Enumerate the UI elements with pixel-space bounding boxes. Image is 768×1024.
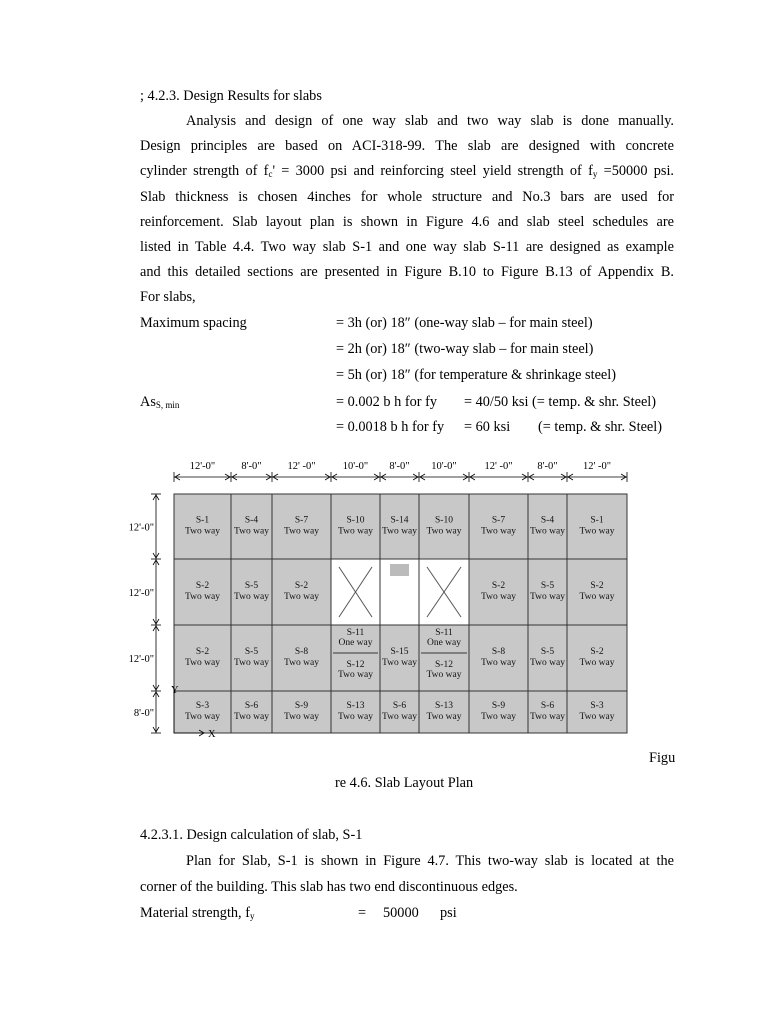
spacing-label: Maximum spacing xyxy=(140,315,247,331)
slab-label: S-11 xyxy=(346,628,365,638)
axis-x-label: X xyxy=(208,729,216,740)
slab-type: Two way xyxy=(530,712,565,722)
slab-label: S-8 xyxy=(491,647,506,657)
material-value: 50000 xyxy=(383,905,419,921)
slab-label: S-13 xyxy=(346,701,365,711)
slab-type: Two way xyxy=(185,526,220,537)
slab-label: S-13 xyxy=(435,701,453,711)
asmin-row-value: = 60 ksi xyxy=(464,419,511,435)
slab-type: Two way xyxy=(426,712,462,722)
slab-type: Two way xyxy=(284,712,319,722)
top-dimension-label: 8'-0" xyxy=(537,461,558,472)
slab-type: Two way xyxy=(234,526,269,537)
paragraph-line: corner of the building. This slab has two end discontinuous edges. xyxy=(140,879,518,895)
slab-type: Two way xyxy=(382,526,417,537)
slab-type: Two way xyxy=(234,658,269,668)
slab-type: Two way xyxy=(338,526,373,537)
figure-caption: re 4.6. Slab Layout Plan xyxy=(335,775,474,791)
slab-type: Two way xyxy=(579,592,615,602)
left-dimensions xyxy=(129,494,161,733)
slab-label: S-2 xyxy=(590,647,604,657)
slab-type: Two way xyxy=(185,712,220,722)
slab-type: Two way xyxy=(530,526,565,537)
top-dimension-label: 12' -0" xyxy=(484,461,513,472)
slab-type: Two way xyxy=(382,658,417,668)
axis-y-label: Y xyxy=(171,685,179,696)
left-dimension-label: 12'-0" xyxy=(128,588,154,599)
slab-label: S-2 xyxy=(195,581,210,591)
slab-grid xyxy=(174,494,627,733)
slab-type: One way xyxy=(338,638,373,648)
left-dimension-label: 12'-0" xyxy=(128,522,154,534)
slab-type: Two way xyxy=(426,670,462,680)
top-dimension-label: 10'-0" xyxy=(431,461,457,472)
slab-label: S-2 xyxy=(590,581,604,591)
paragraph-line: listed in Table 4.4. Two way slab S-1 and one way slab S-11 are designed as example xyxy=(140,239,674,255)
slab-label: S-6 xyxy=(392,701,407,711)
asmin-row-note: (= temp. & shr. Steel) xyxy=(538,419,663,435)
slab-type: One way xyxy=(426,638,462,648)
slab-label: S-3 xyxy=(195,701,210,711)
slab-label: S-5 xyxy=(540,647,555,657)
left-dimension-label: 12'-0" xyxy=(128,654,154,665)
top-dimension-label: 12' -0" xyxy=(582,461,612,472)
slab-label: S-4 xyxy=(244,515,259,526)
slab-label: S-7 xyxy=(294,515,309,526)
slab-type: Two way xyxy=(338,670,373,680)
slab-label: S-2 xyxy=(195,647,210,657)
slab-label: S-3 xyxy=(590,701,604,711)
slab-type: Two way xyxy=(481,658,516,668)
material-eq: = xyxy=(358,905,367,921)
slab-label: S-8 xyxy=(294,647,309,657)
slab-label: S-10 xyxy=(435,515,453,526)
slab-type: Two way xyxy=(185,592,220,602)
slab-type: Two way xyxy=(234,592,269,602)
figure-caption-part: Figu xyxy=(649,750,676,766)
left-dimension-label: 8'-0" xyxy=(133,708,154,719)
slab-layout-plan xyxy=(120,452,640,744)
asmin-row-value: = 40/50 ksi (= temp. & shr. Steel) xyxy=(464,394,657,410)
slab-type: Two way xyxy=(284,592,319,602)
asmin-row: = 0.002 b h for fy xyxy=(336,394,437,410)
slab-label: S-1 xyxy=(195,515,210,526)
slab-label: S-11 xyxy=(435,628,453,638)
slab-type: Two way xyxy=(185,658,220,668)
slab-label: S-12 xyxy=(346,660,365,670)
slab-label: S-12 xyxy=(435,660,453,670)
slab-type: Two way xyxy=(579,712,615,722)
top-dimensions xyxy=(174,461,627,482)
slab-label: S-1 xyxy=(590,515,604,526)
top-dimension-label: 12'-0" xyxy=(189,461,216,472)
slab-type: Two way xyxy=(481,526,516,537)
opening-mark xyxy=(390,564,409,576)
section-heading: ; 4.2.3. Design Results for slabs xyxy=(140,88,322,104)
asmin-row: = 0.0018 b h for fy xyxy=(336,419,445,435)
slab-type: Two way xyxy=(481,592,516,602)
slab-label: S-10 xyxy=(346,515,365,526)
slab-label: S-5 xyxy=(244,647,259,657)
paragraph-line: Slab thickness is chosen 4inches for whole structure and No.3 bars are used for xyxy=(140,189,674,205)
paragraph-line: Analysis and design of one way slab and two way slab is done manually. xyxy=(186,113,674,129)
slab-label: S-5 xyxy=(540,581,555,591)
slab-type: Two way xyxy=(338,712,373,722)
paragraph-line: and this detailed sections are presented in Figure B.10 to Figure B.13 of Appendix B. xyxy=(140,264,674,280)
top-dimension-label: 10'-0" xyxy=(342,461,369,472)
slab-label: S-15 xyxy=(390,647,409,657)
sub-heading: 4.2.3.1. Design calculation of slab, S-1 xyxy=(140,827,363,843)
slab-type: Two way xyxy=(579,658,615,668)
paragraph-line: Plan for Slab, S-1 is shown in Figure 4.7. This two-way slab is located at the xyxy=(186,853,674,869)
slab-type: Two way xyxy=(530,592,565,602)
slab-label: S-5 xyxy=(244,581,259,591)
slab-type: Two way xyxy=(284,658,319,668)
slab-type: Two way xyxy=(234,712,269,722)
top-dimension-label: 8'-0" xyxy=(241,461,262,472)
slab-type: Two way xyxy=(382,712,417,722)
material-label: Material strength, $f_y$ xyxy=(140,905,255,921)
paragraph-line: Design principles are based on ACI-318-99. The slab are designed with concrete xyxy=(140,138,674,154)
asmin-label: $As_{S, min}$ xyxy=(140,394,180,410)
spacing-row: = 2h (or) 18″ (two-way slab – for main steel) xyxy=(336,341,594,357)
slab-type: Two way xyxy=(284,526,319,537)
spacing-row: = 3h (or) 18″ (one-way slab – for main steel) xyxy=(336,315,593,331)
slab-type: Two way xyxy=(530,658,565,668)
slab-label: S-6 xyxy=(244,701,259,711)
top-dimension-label: 8'-0" xyxy=(389,461,410,472)
spacing-row: = 5h (or) 18″ (for temperature & shrinkage steel) xyxy=(336,367,616,383)
slab-label: S-7 xyxy=(491,515,506,526)
slab-label: S-6 xyxy=(540,701,555,711)
slab-label: S-2 xyxy=(491,581,506,591)
slab-label: S-14 xyxy=(390,515,409,526)
slab-label: S-2 xyxy=(294,581,309,591)
slab-label: S-4 xyxy=(540,515,555,526)
top-dimension-label: 12' -0" xyxy=(287,461,316,472)
slab-label: S-9 xyxy=(294,701,309,711)
slab-type: Two way xyxy=(481,712,516,722)
slab-label: S-9 xyxy=(491,701,506,711)
paragraph-line: cylinder strength of $f_c' = 3000$ psi and reinforcing steel yield strength of $f_y =50000$ psi. xyxy=(140,163,675,179)
paragraph-line: For slabs, xyxy=(140,289,196,305)
slab-type: Two way xyxy=(426,526,462,537)
slab-type: Two way xyxy=(579,526,615,537)
paragraph-line: reinforcement. Slab layout plan is shown in Figure 4.6 and slab steel schedules are xyxy=(140,214,674,230)
material-unit: psi xyxy=(440,905,457,921)
